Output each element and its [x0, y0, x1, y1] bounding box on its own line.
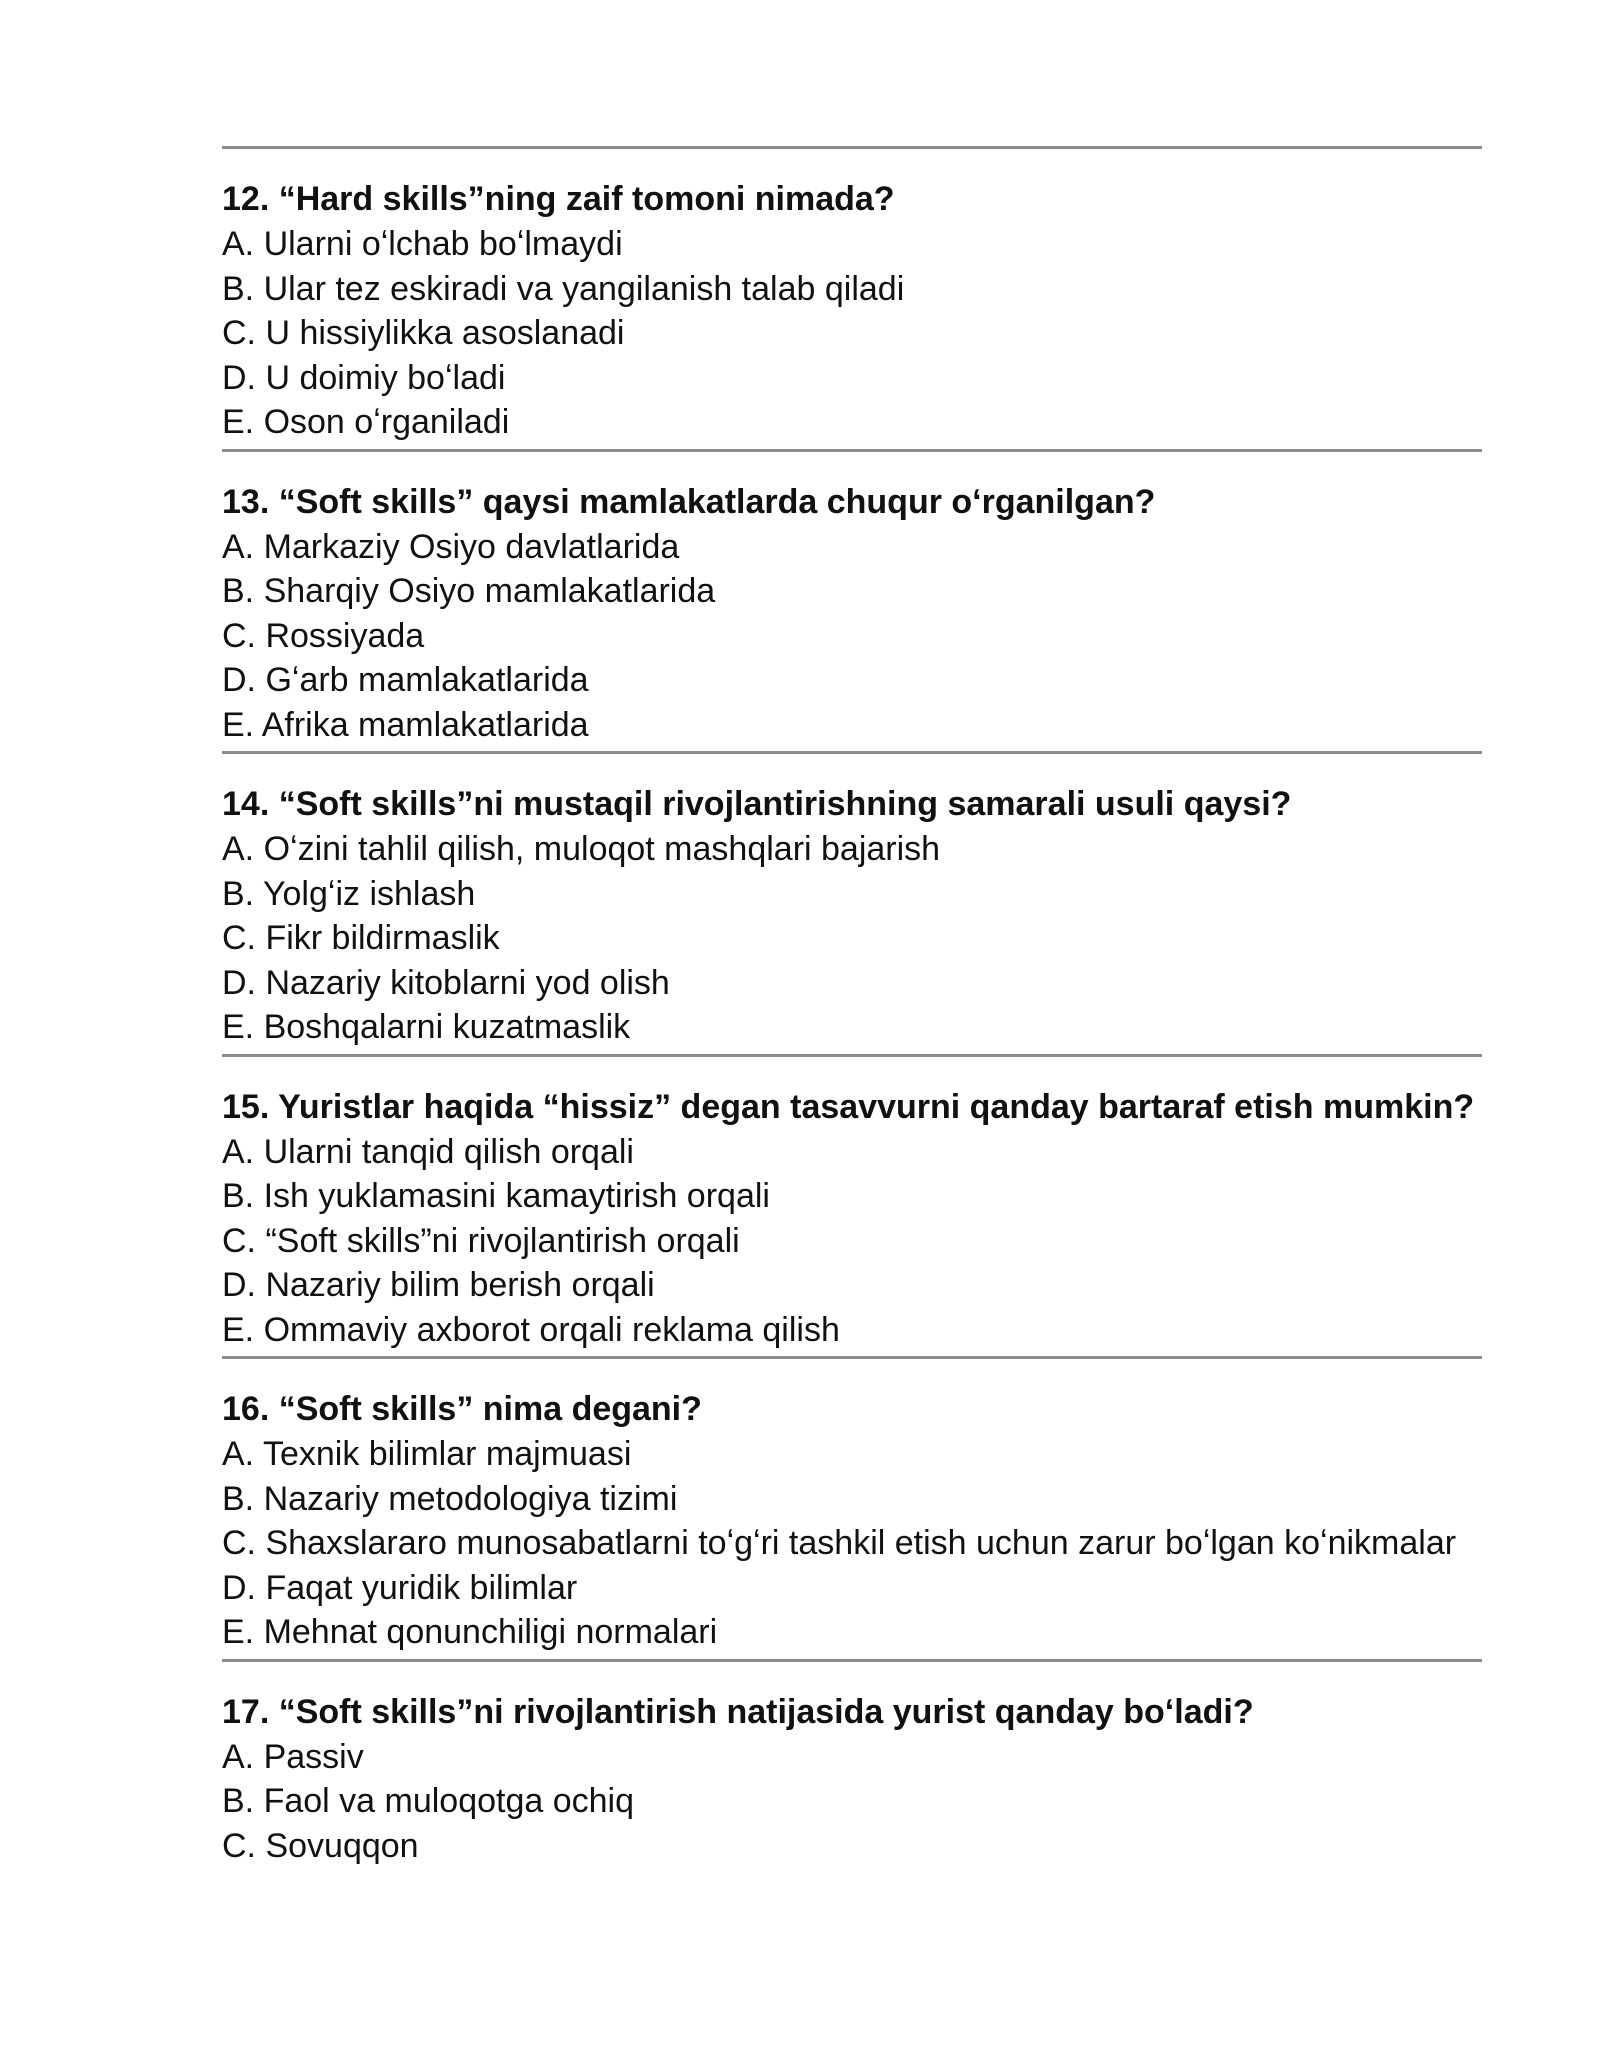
answer-option-d: D. Nazariy bilim berish orqali — [222, 1266, 655, 1304]
answer-option-d: D. Nazariy kitoblarni yod olish — [222, 963, 670, 1002]
question-14 — [222, 754, 1482, 1054]
answer-option-e: E. Ommaviy axborot orqali reklama qilish — [222, 1310, 840, 1349]
question-title: 13. “Soft skills” qaysi mamlakatlarda chuqur oʻrganilgan? — [222, 482, 1156, 521]
question-12 — [222, 149, 1482, 449]
answer-option-c: C. Shaxslararo munosabatlarni toʻgʻri tashkil etish uchun zarur boʻlgan koʻnikmalar — [222, 1524, 1457, 1562]
answer-option-a: A. Passiv — [222, 1737, 364, 1776]
answer-option-b: B. Ular tez eskiradi va yangilanish talab qiladi — [222, 269, 905, 308]
answer-option-e: E. Oson oʻrganiladi — [222, 403, 510, 441]
answer-option-a: A. Texnik bilimlar majmuasi — [222, 1435, 632, 1473]
answer-option-c: C. U hissiylikka asoslanadi — [222, 314, 625, 352]
question-title: 12. “Hard skills”ning zaif tomoni nimada? — [222, 180, 895, 218]
answer-option-b: B. Yolgʻiz ishlash — [222, 874, 476, 913]
answer-option-e: E. Afrika mamlakatlarida — [222, 705, 589, 744]
answer-option-c: C. Rossiyada — [222, 616, 425, 655]
answer-option-b: B. Sharqiy Osiyo mamlakatlarida — [222, 572, 716, 610]
answer-option-e: E. Boshqalarni kuzatmaslik — [222, 1008, 631, 1046]
answer-option-b: B. Ish yuklamasini kamaytirish orqali — [222, 1177, 770, 1215]
question-17 — [222, 1662, 1482, 1869]
answer-option-c: C. Sovuqqon — [222, 1826, 419, 1865]
answer-option-a: A. Oʻzini tahlil qilish, muloqot mashqlari bajarish — [222, 830, 941, 868]
question-title: 14. “Soft skills”ni mustaqil rivojlantirishning samarali usuli qaysi? — [222, 785, 1292, 823]
answer-option-a: A. Ularni tanqid qilish orqali — [222, 1132, 634, 1171]
answer-option-a: A. Markaziy Osiyo davlatlarida — [222, 527, 680, 566]
question-16 — [222, 1359, 1482, 1659]
answer-option-c: C. Fikr bildirmaslik — [222, 919, 500, 957]
answer-option-d: D. Faqat yuridik bilimlar — [222, 1568, 578, 1607]
answer-option-c: C. “Soft skills”ni rivojlantirish orqali — [222, 1221, 740, 1260]
document-page — [222, 146, 1482, 1868]
question-title: 15. Yuristlar haqida “hissiz” degan tasavvurni qanday bartaraf etish mumkin? — [222, 1087, 1475, 1126]
question-13 — [222, 452, 1482, 752]
answer-option-d: D. Gʻarb mamlakatlarida — [222, 661, 589, 699]
question-title: 16. “Soft skills” nima degani? — [222, 1390, 702, 1428]
question-title: 17. “Soft skills”ni rivojlantirish natijasida yurist qanday boʻladi? — [222, 1692, 1254, 1731]
answer-option-a: A. Ularni oʻlchab boʻlmaydi — [222, 225, 623, 263]
answer-option-d: D. U doimiy boʻladi — [222, 358, 506, 397]
answer-option-b: B. Nazariy metodologiya tizimi — [222, 1479, 678, 1518]
question-15 — [222, 1057, 1482, 1357]
answer-option-b: B. Faol va muloqotga ochiq — [222, 1782, 635, 1820]
answer-option-e: E. Mehnat qonunchiligi normalari — [222, 1613, 718, 1651]
